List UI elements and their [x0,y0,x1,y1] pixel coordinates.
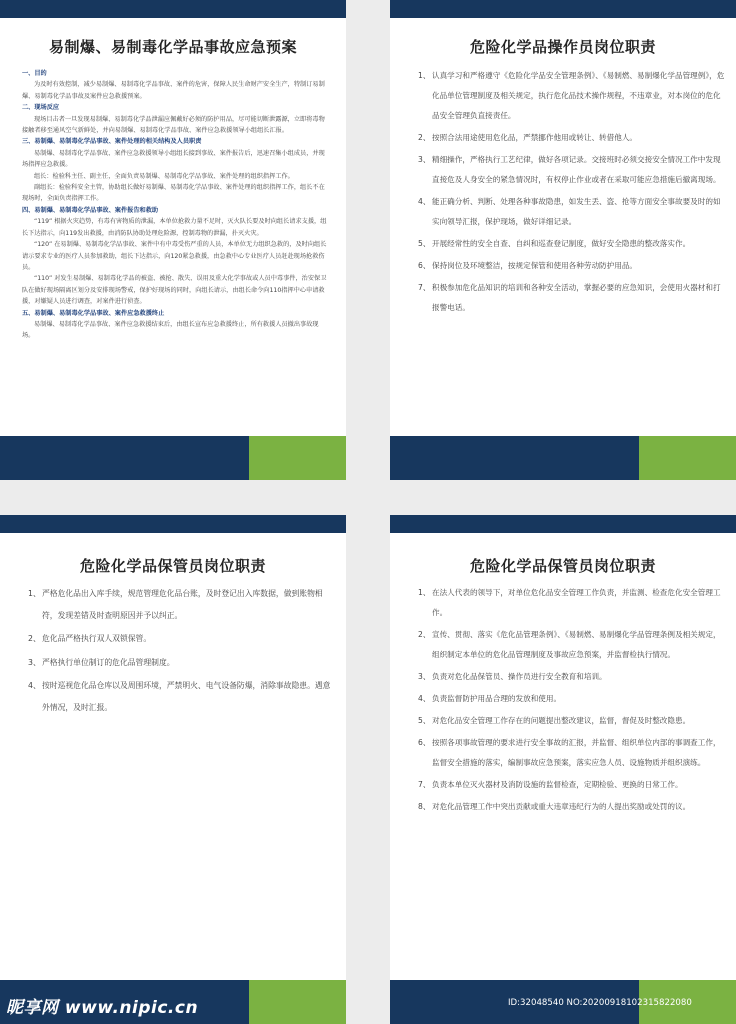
duty-item [418,192,726,232]
section-paragraph: “120” 在易制爆、易制毒化学品事故、案件中有中毒受伤严重的人员，本单位无力组织急救的，及时向组长请示要求专业的医疗人员参加救助，组长下达指示，向120紧急救援，由急救中心专业医疗人员赶赴现场抢救伤员。 [22,241,327,271]
item-text: 精细操作，严格执行工艺纪律，做好各项记录。交接班时必须交接安全情况工作中发现直接危及人身安全的紧急情况时，有权停止作业或者在采取可能应急措施后撤离现场。 [432,155,721,184]
item-text: 负责本单位灭火器材及消防设施的监督检查，定期检验、更换的日常工作。 [432,780,683,789]
item-number: 1、 [418,71,431,80]
emergency-plan-panel [0,0,346,480]
item-number: 4、 [418,197,431,206]
section-paragraph: 副组长：检验科安全主管，协助组长做好易制爆、易制毒化学品事故、案件处理的组织指挥工作，组长不在现场时，全面负责指挥工作。 [22,184,325,203]
duty-item [418,150,726,190]
duty-item [28,675,336,718]
item-text: 能正确分析、判断、处理各种事故隐患，如发生丢、盗、抢等方面安全事故要及时的如实向领导汇报，保护现场，做好详细记录。 [432,197,721,226]
section-paragraph: 为及时有效控制，减少易制爆、易制毒化学品事故、案件的危害，保障人民生命财产安全生产，特制订易制爆、易制毒化学品事故及案件应急救援预案。 [22,81,325,100]
emergency-plan-body [22,68,328,342]
section-heading: 四、易制爆、易制毒化学品事故、案件报告和救助 [22,206,159,214]
item-text: 危化品严格执行双人双锁保管。 [42,634,152,643]
item-number: 2、 [418,133,431,142]
duty-list [418,583,726,819]
item-number: 5、 [418,239,431,248]
watermark-id: ID:32048540 NO:20200918102315822080 [508,998,692,1008]
item-number: 5、 [418,716,431,725]
item-text: 对危化品管理工作中突出贡献或重大违章违纪行为的人提出奖励或处罚的议。 [432,802,691,811]
watermark-logo: 昵享网 www.nipic.cn [6,998,199,1018]
duty-item [418,667,726,687]
item-number: 7、 [418,283,431,292]
item-text: 保持岗位及环境整洁，按规定保管和使用各种劳动防护用品。 [432,261,638,270]
item-number: 6、 [418,261,431,270]
panel-title: 危险化学品保管员岗位职责 [469,557,656,575]
item-text: 在法人代表的领导下，对单位危化品安全管理工作负责，并监测、检查危化安全管理工作。 [432,588,721,617]
duty-item [418,797,726,817]
item-text: 对危化品安全管理工作存在的问题提出整改建议，监督，督促及时整改隐患。 [432,716,691,725]
duty-item [418,689,726,709]
panel-title: 危险化学品操作员岗位职责 [469,38,656,56]
section-paragraph: “110” 对发生易制爆、易制毒化学品的被盗、被抢、散失、误用及重大化学事故或人员中毒事件，治安保卫队在做好现场隔离区划分及安排现场警戒，保护好现场的同时，向组长请示，由组长命令向110指挥中心申请救援，对嫌疑人员进行调查，对案件进行侦查。 [22,275,327,306]
item-text: 严格执行单位制订的危化品管理制度。 [42,657,175,667]
panel-bottom-bar [0,436,346,480]
duty-item [418,733,726,773]
duty-item [418,625,726,665]
duty-item [28,583,336,626]
duty-item [28,628,336,650]
item-text: 开展经常性的安全自查、自纠和巡查登记制度，做好安全隐患的整改落实作。 [432,239,691,248]
duty-item [418,583,726,623]
item-number: 4、 [28,681,41,690]
panel-top-bar [0,0,346,18]
duty-list [28,583,336,720]
panel-top-bar [390,515,736,533]
item-number: 4、 [418,694,431,703]
panel-top-bar [0,515,346,533]
item-number: 1、 [418,588,431,597]
duty-list [418,66,726,320]
item-text: 认真学习和严格遵守《危险化学品安全管理条例》、《易制燃、易制爆化学品管理例》，危化品单位管理制度及相关规定，执行危化品技术操作规程，不违章业，对本岗位的危化品安全管理负直接责任。 [432,71,725,120]
item-number: 7、 [418,780,431,789]
panel-title: 易制爆、易制毒化学品事故应急预案 [48,38,297,56]
item-text: 按照各项事故管理的要求进行安全事故的汇报，并监督、组织单位内部的事调查工作，监督安全措施的落实，编制事故应急预案，落实应急人员、设施物质并组织演练。 [432,738,721,767]
item-number: 1、 [28,589,41,598]
section-paragraph: “119” 根据火灾趋势，有毒有害物质的泄漏，本单位抢救力量不足时，灭火队长要及时向组长请求支援，组长下达指示，向119发出救援，由消防队协助处理危险源，控制毒物的泄漏，扑灭火灾。 [22,218,327,237]
section-paragraph: 易制爆、易制毒化学品事故、案件应急救援结束后，由组长宣布应急救援终止，所有救援人员撤出事故现场。 [22,320,319,340]
item-text: 按照合法用途使用危化品，严禁挪作他用或转让、转借他人。 [432,133,638,142]
item-text: 负责监督防护用品合理的发放和使用。 [432,694,562,703]
item-text: 按时巡视危化品仓库以及周围环境，严禁明火、电气设备防爆，消除事故隐患。遇意外情况，及时汇报。 [42,681,331,712]
section-heading: 三、易制爆、易制毒化学品事故、案件处理的相关结构及人员职责 [22,138,202,146]
duty-item [418,128,726,148]
duty-item [418,256,726,276]
panel-title: 危险化学品保管员岗位职责 [79,557,266,575]
panel-top-bar [390,0,736,18]
keeper-duties-panel-2 [390,515,736,1024]
item-text: 严格危化品出入库手续，规范管理危化品台账，及时登记出入库数据，做到账物相符，发现差错及时查明原因并予以纠正。 [42,589,323,620]
duty-item [418,66,726,126]
item-number: 2、 [418,630,431,639]
duty-item [418,234,726,254]
panel-bottom-bar [390,436,736,480]
keeper-duties-panel [0,515,346,1024]
item-number: 6、 [418,738,431,747]
item-number: 8、 [418,802,431,811]
operator-duties-panel [390,0,736,480]
section-heading: 一、目的 [22,70,47,77]
section-paragraph: 易制爆、易制毒化学品事故、案件应急救援领导小组组长接到事故、案件报告后，迅速召集小组成员，并现场指挥应急救援。 [22,149,325,169]
item-text: 负责对危化品保管员、操作员进行安全教育和培训。 [432,672,607,681]
item-number: 3、 [28,657,41,667]
section-heading: 二、现场反应 [22,104,60,112]
section-paragraph: 现场目击者一旦发现易制爆、易制毒化学品泄漏应佩戴好必须的防护用品，尽可能切断泄露源，立即将毒物接触者移至通风空气新鲜处，并向易制爆、易制毒化学品事故、案件应急救援领导小组组长汇报。 [22,115,325,135]
section-paragraph: 组长：检验科主任、副主任，全面负责易制爆、易制毒化学品事故、案件处理的组织指挥工作。 [34,172,294,180]
duty-item [418,775,726,795]
duty-item [28,652,336,674]
item-text: 宣传、贯彻、落实《危化品管理条例》、《易制燃、易制爆化学品管理条例及相关规定，组织制定本单位的危化品管理制度及事故应急预案，并监督检执行情况。 [432,630,721,659]
item-text: 积极参加危化品知识的培训和各种安全活动，掌握必要的应急知识，会使用火器材和打报警电话。 [432,283,721,312]
item-number: 3、 [418,672,431,681]
duty-item [418,711,726,731]
item-number: 2、 [28,634,41,643]
duty-item [418,278,726,318]
item-number: 3、 [418,155,431,164]
section-heading: 五、易制爆、易制毒化学品事故、案件应急救援终止 [22,309,165,317]
